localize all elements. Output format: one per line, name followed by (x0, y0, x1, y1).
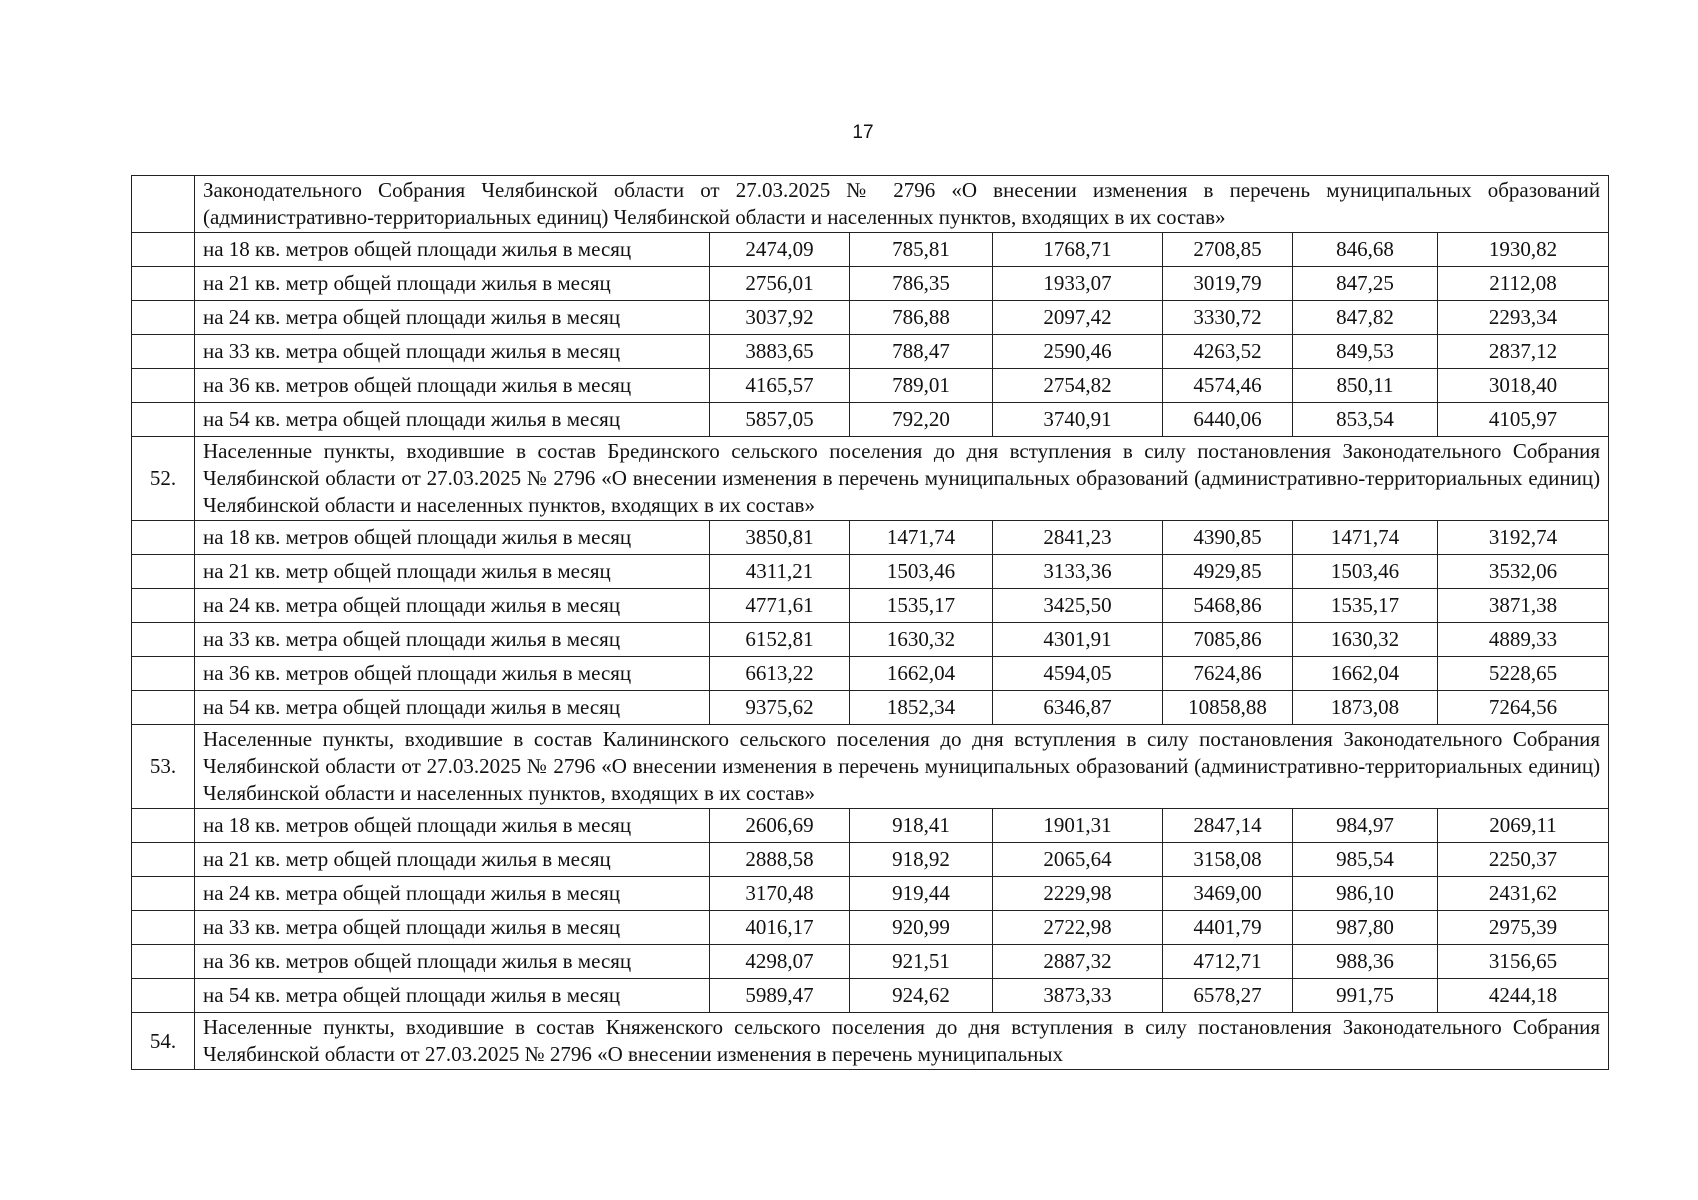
row-label: на 36 кв. метров общей площади жилья в месяц (195, 657, 710, 691)
value-cell: 849,53 (1293, 335, 1438, 369)
value-cell: 1901,31 (993, 809, 1163, 843)
table-row (132, 301, 1609, 335)
table-row (132, 979, 1609, 1013)
row-label: на 24 кв. метра общей площади жилья в месяц (195, 301, 710, 335)
row-label: на 21 кв. метр общей площади жилья в месяц (195, 267, 710, 301)
page-number: 17 (852, 122, 874, 143)
value-cell: 3850,81 (710, 521, 850, 555)
value-cell: 2887,32 (993, 945, 1163, 979)
value-cell: 3532,06 (1438, 555, 1609, 589)
table-row (132, 623, 1609, 657)
empty-index-cell (132, 589, 195, 623)
value-cell: 919,44 (850, 877, 993, 911)
empty-index-cell (132, 657, 195, 691)
value-cell: 920,99 (850, 911, 993, 945)
value-cell: 1662,04 (850, 657, 993, 691)
value-cell: 788,47 (850, 335, 993, 369)
row-label: на 54 кв. метра общей площади жилья в месяц (195, 403, 710, 437)
value-cell: 3018,40 (1438, 369, 1609, 403)
value-cell: 786,88 (850, 301, 993, 335)
value-cell: 988,36 (1293, 945, 1438, 979)
table-row (132, 233, 1609, 267)
value-cell: 1535,17 (1293, 589, 1438, 623)
value-cell: 2069,11 (1438, 809, 1609, 843)
empty-index-cell (132, 809, 195, 843)
value-cell: 6152,81 (710, 623, 850, 657)
empty-index-cell (132, 877, 195, 911)
value-cell: 4016,17 (710, 911, 850, 945)
group-heading-text: Законодательного Собрания Челябинской области от 27.03.2025 № 2796 «О внесении изменения в перечень муниципальных образований (административно-территориальных единиц) Челябинской области и населенных пунктов, входящих в их состав» (195, 176, 1609, 233)
value-cell: 4771,61 (710, 589, 850, 623)
table-row (132, 369, 1609, 403)
value-cell: 4401,79 (1163, 911, 1293, 945)
value-cell: 1933,07 (993, 267, 1163, 301)
value-cell: 1852,34 (850, 691, 993, 725)
value-cell: 4244,18 (1438, 979, 1609, 1013)
table-row (132, 589, 1609, 623)
value-cell: 2590,46 (993, 335, 1163, 369)
row-label: на 24 кв. метра общей площади жилья в месяц (195, 877, 710, 911)
value-cell: 7624,86 (1163, 657, 1293, 691)
row-label: на 18 кв. метров общей площади жилья в месяц (195, 233, 710, 267)
value-cell: 2975,39 (1438, 911, 1609, 945)
empty-index-cell (132, 521, 195, 555)
value-cell: 1662,04 (1293, 657, 1438, 691)
value-cell: 1503,46 (1293, 555, 1438, 589)
value-cell: 1768,71 (993, 233, 1163, 267)
table-row (132, 691, 1609, 725)
value-cell: 4390,85 (1163, 521, 1293, 555)
value-cell: 5989,47 (710, 979, 850, 1013)
value-cell: 4165,57 (710, 369, 850, 403)
row-label: на 18 кв. метров общей площади жилья в месяц (195, 521, 710, 555)
row-label: на 36 кв. метров общей площади жилья в месяц (195, 369, 710, 403)
empty-index-cell (132, 843, 195, 877)
table-row (132, 267, 1609, 301)
value-cell: 1873,08 (1293, 691, 1438, 725)
value-cell: 3883,65 (710, 335, 850, 369)
value-cell: 1930,82 (1438, 233, 1609, 267)
value-cell: 2112,08 (1438, 267, 1609, 301)
empty-index-cell (132, 623, 195, 657)
value-cell: 2229,98 (993, 877, 1163, 911)
row-label: на 33 кв. метра общей площади жилья в месяц (195, 911, 710, 945)
value-cell: 921,51 (850, 945, 993, 979)
value-cell: 987,80 (1293, 911, 1438, 945)
value-cell: 2837,12 (1438, 335, 1609, 369)
value-cell: 984,97 (1293, 809, 1438, 843)
row-index (132, 176, 195, 233)
value-cell: 2847,14 (1163, 809, 1293, 843)
empty-index-cell (132, 369, 195, 403)
value-cell: 3019,79 (1163, 267, 1293, 301)
value-cell: 792,20 (850, 403, 993, 437)
row-label: на 54 кв. метра общей площади жилья в месяц (195, 691, 710, 725)
group-heading-text: Населенные пункты, входившие в состав Брединского сельского поселения до дня вступления в силу постановления Законодательного Собрания Челябинской области от 27.03.2025 № 2796 «О внесении изменения в перечень муниципальных образований (административно-территориальных единиц) Челябинской области и населенных пунктов, входящих в их состав» (195, 437, 1609, 521)
value-cell: 5468,86 (1163, 589, 1293, 623)
table-row (132, 945, 1609, 979)
value-cell: 3133,36 (993, 555, 1163, 589)
value-cell: 7264,56 (1438, 691, 1609, 725)
value-cell: 10858,88 (1163, 691, 1293, 725)
value-cell: 3037,92 (710, 301, 850, 335)
row-label: на 33 кв. метра общей площади жилья в месяц (195, 623, 710, 657)
value-cell: 853,54 (1293, 403, 1438, 437)
value-cell: 918,92 (850, 843, 993, 877)
empty-index-cell (132, 691, 195, 725)
value-cell: 786,35 (850, 267, 993, 301)
empty-index-cell (132, 301, 195, 335)
empty-index-cell (132, 267, 195, 301)
empty-index-cell (132, 945, 195, 979)
value-cell: 785,81 (850, 233, 993, 267)
value-cell: 4889,33 (1438, 623, 1609, 657)
empty-index-cell (132, 403, 195, 437)
value-cell: 6440,06 (1163, 403, 1293, 437)
value-cell: 4301,91 (993, 623, 1163, 657)
value-cell: 2474,09 (710, 233, 850, 267)
value-cell: 4594,05 (993, 657, 1163, 691)
value-cell: 4263,52 (1163, 335, 1293, 369)
group-heading-row (132, 1013, 1609, 1070)
value-cell: 6578,27 (1163, 979, 1293, 1013)
table-row (132, 911, 1609, 945)
value-cell: 847,25 (1293, 267, 1438, 301)
row-index: 52. (132, 437, 195, 521)
value-cell: 1471,74 (1293, 521, 1438, 555)
value-cell: 3158,08 (1163, 843, 1293, 877)
empty-index-cell (132, 911, 195, 945)
value-cell: 3871,38 (1438, 589, 1609, 623)
table-body (132, 176, 1609, 1070)
value-cell: 2606,69 (710, 809, 850, 843)
value-cell: 4311,21 (710, 555, 850, 589)
group-heading-text: Населенные пункты, входившие в состав Калининского сельского поселения до дня вступления в силу постановления Законодательного Собрания Челябинской области от 27.03.2025 № 2796 «О внесении изменения в перечень муниципальных образований (административно-территориальных единиц) Челябинской области и населенных пунктов, входящих в их состав» (195, 725, 1609, 809)
empty-index-cell (132, 979, 195, 1013)
row-label: на 33 кв. метра общей площади жилья в месяц (195, 335, 710, 369)
row-label: на 24 кв. метра общей площади жилья в месяц (195, 589, 710, 623)
tariff-table (131, 175, 1609, 1070)
table-row (132, 335, 1609, 369)
value-cell: 2841,23 (993, 521, 1163, 555)
table-row (132, 843, 1609, 877)
value-cell: 2888,58 (710, 843, 850, 877)
value-cell: 7085,86 (1163, 623, 1293, 657)
value-cell: 789,01 (850, 369, 993, 403)
value-cell: 2065,64 (993, 843, 1163, 877)
row-label: на 36 кв. метров общей площади жилья в месяц (195, 945, 710, 979)
table-row (132, 403, 1609, 437)
value-cell: 2293,34 (1438, 301, 1609, 335)
value-cell: 918,41 (850, 809, 993, 843)
value-cell: 3330,72 (1163, 301, 1293, 335)
row-label: на 21 кв. метр общей площади жилья в месяц (195, 843, 710, 877)
table-row (132, 521, 1609, 555)
row-label: на 21 кв. метр общей площади жилья в месяц (195, 555, 710, 589)
value-cell: 3873,33 (993, 979, 1163, 1013)
value-cell: 3469,00 (1163, 877, 1293, 911)
group-heading-text: Населенные пункты, входившие в состав Княженского сельского поселения до дня вступления в силу постановления Законодательного Собрания Челябинской области от 27.03.2025 № 2796 «О внесении изменения в перечень муниципальных (195, 1013, 1609, 1070)
value-cell: 850,11 (1293, 369, 1438, 403)
empty-index-cell (132, 555, 195, 589)
value-cell: 4574,46 (1163, 369, 1293, 403)
row-index: 54. (132, 1013, 195, 1070)
value-cell: 2431,62 (1438, 877, 1609, 911)
group-heading-row (132, 176, 1609, 233)
table-row (132, 809, 1609, 843)
value-cell: 4712,71 (1163, 945, 1293, 979)
value-cell: 3170,48 (710, 877, 850, 911)
empty-index-cell (132, 335, 195, 369)
value-cell: 2250,37 (1438, 843, 1609, 877)
row-label: на 54 кв. метра общей площади жилья в месяц (195, 979, 710, 1013)
value-cell: 2754,82 (993, 369, 1163, 403)
value-cell: 5857,05 (710, 403, 850, 437)
table-row (132, 877, 1609, 911)
value-cell: 991,75 (1293, 979, 1438, 1013)
value-cell: 2722,98 (993, 911, 1163, 945)
value-cell: 1471,74 (850, 521, 993, 555)
row-index: 53. (132, 725, 195, 809)
group-heading-row (132, 725, 1609, 809)
value-cell: 2708,85 (1163, 233, 1293, 267)
table-row (132, 555, 1609, 589)
value-cell: 3740,91 (993, 403, 1163, 437)
value-cell: 4929,85 (1163, 555, 1293, 589)
value-cell: 985,54 (1293, 843, 1438, 877)
value-cell: 2097,42 (993, 301, 1163, 335)
value-cell: 1630,32 (850, 623, 993, 657)
value-cell: 924,62 (850, 979, 993, 1013)
value-cell: 847,82 (1293, 301, 1438, 335)
value-cell: 1503,46 (850, 555, 993, 589)
value-cell: 4105,97 (1438, 403, 1609, 437)
value-cell: 3425,50 (993, 589, 1163, 623)
value-cell: 846,68 (1293, 233, 1438, 267)
table-row (132, 657, 1609, 691)
value-cell: 1535,17 (850, 589, 993, 623)
row-label: на 18 кв. метров общей площади жилья в месяц (195, 809, 710, 843)
value-cell: 5228,65 (1438, 657, 1609, 691)
empty-index-cell (132, 233, 195, 267)
value-cell: 9375,62 (710, 691, 850, 725)
group-heading-row (132, 437, 1609, 521)
value-cell: 2756,01 (710, 267, 850, 301)
value-cell: 4298,07 (710, 945, 850, 979)
value-cell: 3192,74 (1438, 521, 1609, 555)
value-cell: 6613,22 (710, 657, 850, 691)
value-cell: 1630,32 (1293, 623, 1438, 657)
value-cell: 986,10 (1293, 877, 1438, 911)
value-cell: 6346,87 (993, 691, 1163, 725)
value-cell: 3156,65 (1438, 945, 1609, 979)
